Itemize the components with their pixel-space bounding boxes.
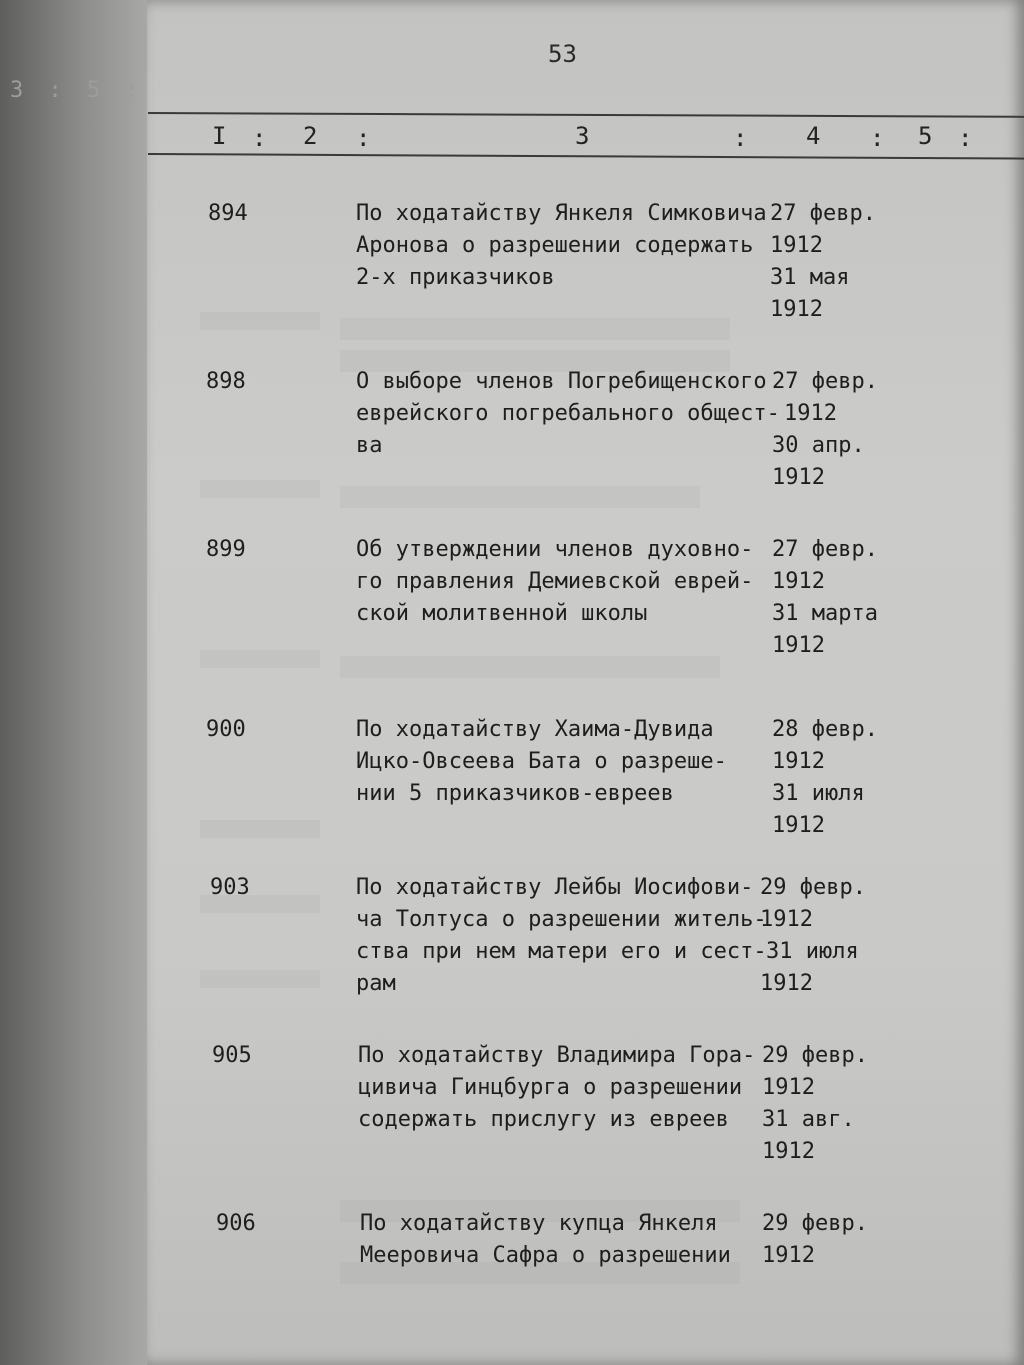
table-row (0, 534, 1024, 664)
entry-title (356, 366, 780, 462)
entry-dates (762, 1040, 868, 1168)
date-line: 1912 (772, 569, 825, 594)
date-line: 31 марта (772, 601, 878, 626)
entry-title (356, 198, 767, 294)
title-line: нии 5 приказчиков-евреев (356, 781, 674, 806)
entry-number: 900 (206, 717, 246, 742)
entry-dates (760, 872, 866, 1000)
title-line: рам (356, 971, 396, 996)
page-number: 53 (548, 40, 577, 68)
title-line: О выборе членов Погребищенского (356, 369, 767, 394)
date-line: 31 мая (770, 265, 850, 290)
table-row (0, 872, 1024, 1012)
title-line: По ходатайству купца Янкеля (360, 1211, 718, 1236)
column-header-1: I (212, 122, 227, 150)
title-line: ча Толтуса о разрешении житель- (356, 907, 767, 932)
entry-title (356, 714, 727, 810)
entry-number: 903 (210, 875, 250, 900)
date-line: 1912 (770, 233, 823, 258)
entry-dates (762, 1208, 868, 1272)
title-line: По ходатайству Хаима-Дувида (356, 717, 714, 742)
column-header-3: 3 (575, 122, 590, 150)
column-separator: : (733, 124, 748, 152)
title-line: Мееровича Сафра о разрешении (360, 1243, 731, 1268)
date-line: 31 июля (766, 939, 859, 964)
entry-title (360, 1208, 731, 1272)
entry-dates (772, 534, 878, 662)
table-row (0, 1208, 1024, 1288)
table-row (0, 714, 1024, 844)
date-line: 1912 (760, 971, 813, 996)
table-row (0, 1040, 1024, 1170)
date-line: 30 апр. (772, 433, 865, 458)
entry-title (358, 1040, 755, 1136)
column-separator: : (958, 124, 973, 152)
title-line: Об утверждении членов духовно- (356, 537, 754, 562)
title-line: содержать прислугу из евреев (358, 1107, 729, 1132)
entry-number: 906 (216, 1211, 256, 1236)
entry-dates (772, 366, 878, 494)
entry-title (356, 534, 753, 630)
column-separator: : (356, 124, 371, 152)
date-line: 29 февр. (762, 1043, 868, 1068)
date-line: 1912 (772, 813, 825, 838)
date-line: 1912 (784, 401, 837, 426)
entry-number: 905 (212, 1043, 252, 1068)
date-line: 1912 (762, 1139, 815, 1164)
entry-dates (770, 198, 876, 326)
title-line: ва (356, 433, 383, 458)
column-separator: : (252, 124, 267, 152)
title-line: ства при нем матери его и сест- (356, 939, 767, 964)
column-separator: : (870, 124, 885, 152)
date-line: 31 июля (772, 781, 865, 806)
table-row (0, 366, 1024, 496)
entry-number: 899 (206, 537, 246, 562)
date-line: 1912 (772, 633, 825, 658)
title-line: По ходатайству Лейбы Иосифови- (356, 875, 754, 900)
table-row (0, 198, 1024, 328)
column-header-2: 2 (303, 122, 318, 150)
title-line: Аронова о разрешении содержать (356, 233, 754, 258)
entry-dates (772, 714, 878, 842)
date-line: 1912 (772, 465, 825, 490)
column-header-5: 5 (918, 122, 933, 150)
date-line: 1912 (772, 749, 825, 774)
date-line: 28 февр. (772, 717, 878, 742)
title-line: Ицко-Овсеева Бата о разреше- (356, 749, 727, 774)
title-line: цивича Гинцбурга о разрешении (358, 1075, 743, 1100)
title-line: ской молитвенной школы (356, 601, 648, 626)
title-line: По ходатайству Владимира Гора- (358, 1043, 756, 1068)
date-line: 27 февр. (772, 537, 878, 562)
column-header-4: 4 (806, 122, 821, 150)
title-line: 2-х приказчиков (356, 265, 555, 290)
entry-number: 898 (206, 369, 246, 394)
date-line: 29 февр. (760, 875, 866, 900)
entry-number: 894 (208, 201, 248, 226)
entry-title (356, 872, 767, 1000)
date-line: 1912 (762, 1243, 815, 1268)
date-line: 1912 (770, 297, 823, 322)
date-line: 1912 (762, 1075, 815, 1100)
left-page-ghost-text: 3 : 5 : (10, 78, 145, 103)
date-line: 27 февр. (772, 369, 878, 394)
title-line: еврейского погребального общест- (356, 401, 780, 426)
title-line: По ходатайству Янкеля Симковича (356, 201, 767, 226)
title-line: го правления Демиевской еврей- (356, 569, 754, 594)
date-line: 29 февр. (762, 1211, 868, 1236)
date-line: 27 февр. (770, 201, 876, 226)
date-line: 31 авг. (762, 1107, 855, 1132)
date-line: 1912 (760, 907, 813, 932)
